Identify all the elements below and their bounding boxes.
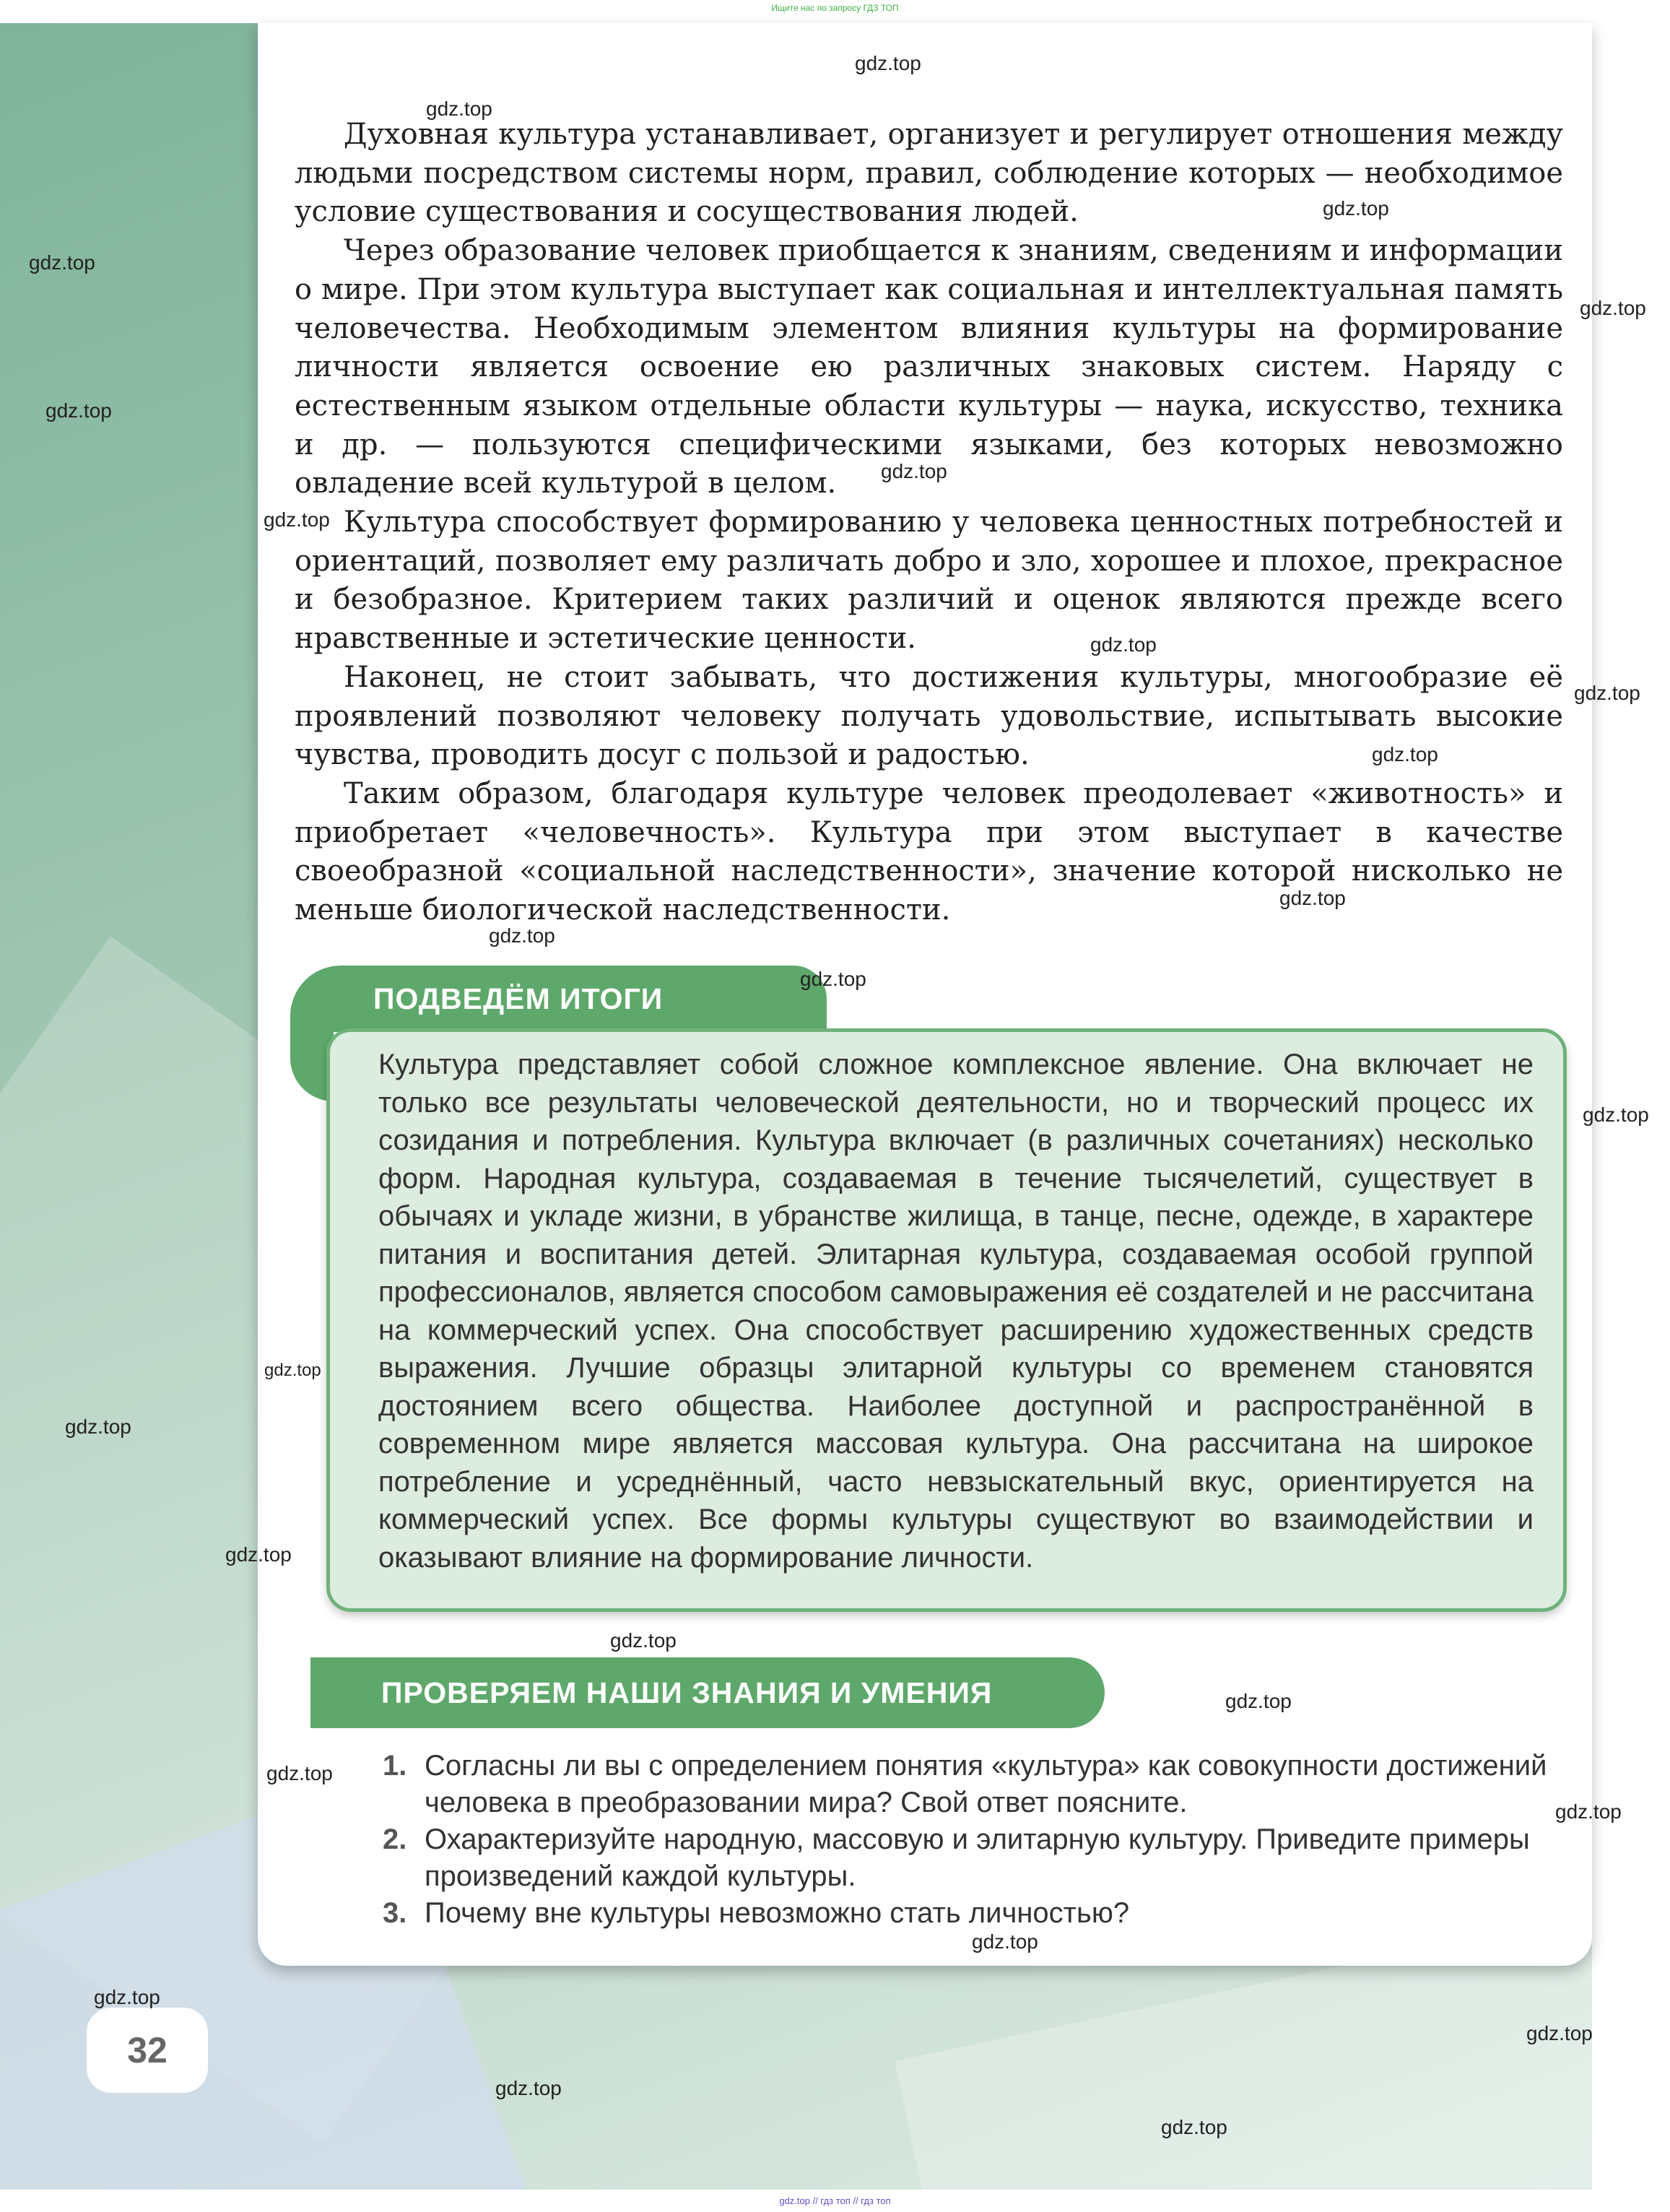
header-note: Ищите нас по запросу ГДЗ ТОП xyxy=(771,3,899,13)
watermark: gdz.top xyxy=(266,1762,333,1784)
question-text: Почему вне культуры невозможно стать личностью? xyxy=(425,1897,1130,1929)
watermark: gdz.top xyxy=(1161,2116,1227,2138)
question-number: 3. xyxy=(383,1897,407,1929)
summary-text: Культура представляет собой сложное комплексное явление. Она включает не только все результаты человеческой деятельности, но и творческий процесс их созидания и потребления. Культура включает (в различных сочетаниях) несколько форм. Народная культура, создаваемая в течение тысячелетий, существует в обычаях и укладе жизни, в убранстве жилища, в танце, песне, одежде, в характере питания и воспитания детей. Элитарная культура, создаваемая особой группой профессионалов, является способом самовыражения её создателей и не рассчитана на коммерческий успех. Она способствует расширению художественных средств выражения. Лучшие образцы элитарной культуры со временем становятся достоянием всего общества. Наиболее доступной и распространённой в современном мире является массовая культура. Она рассчитана на широкое потребление и усреднённый, часто невзыскательный вкус, ориентируется на коммерческий успех. Все формы культуры существуют во взаимодействии и оказывают влияние на формирование личности. xyxy=(378,1049,1534,1574)
watermark: gdz.top xyxy=(610,1629,677,1652)
watermark: gdz.top xyxy=(225,1543,292,1566)
paragraph: Наконец, не стоит забывать, что достижения культуры, многообразие её проявлений позволяют человеку получать удовольствие, испытывать высокие чувства, проводить досуг с пользой и радостью. xyxy=(295,660,1563,772)
watermark: gdz.top xyxy=(1583,1103,1649,1126)
watermark: gdz.top xyxy=(45,399,112,422)
watermark: gdz.top xyxy=(1555,1800,1622,1823)
watermark: gdz.top xyxy=(264,508,330,531)
question-text: Согласны ли вы с определением понятия «культура» как совокупности достижений человека в преобразовании мира? Свой ответ поясните. xyxy=(425,1750,1547,1818)
question-number: 1. xyxy=(383,1750,407,1782)
watermark: gdz.top xyxy=(1090,633,1157,656)
paragraph: Через образование человек приобщается к знаниям, сведениям и информации о мире. При этом культура выступает как социальная и интеллектуальная память человечества. Необходимым элементом влияния культуры на формирование личности является освоение ею различных знаковых систем. Наряду с естественным языком отдельные области культуры — наука, искусство, техника и др. — пользуются специфическими языками, без которых невозможно овладение всей культурой в целом. xyxy=(295,234,1563,500)
watermark: gdz.top xyxy=(65,1415,131,1438)
questions-list xyxy=(383,1748,1567,1932)
watermark: gdz.top xyxy=(1323,197,1389,220)
watermark: gdz.top xyxy=(1279,887,1346,909)
question-item xyxy=(383,1895,1567,1932)
watermark: gdz.top xyxy=(264,1361,321,1380)
paragraph: Культура способствует формированию у человека ценностных потребностей и ориентаций, позволяет ему различать добро и зло, хорошее и плохое, прекрасное и безобразное. Критерием таких различий и оценок являются прежде всего нравственные и эстетические ценности. xyxy=(295,506,1563,656)
watermark: gdz.top xyxy=(1574,682,1640,704)
watermark: gdz.top xyxy=(855,52,921,74)
page-number: 32 xyxy=(87,2008,208,2093)
paragraph: Духовная культура устанавливает, организует и регулирует отношения между людьми посредством системы норм, правил, соблюдение которых — необходимое условие существования и сосуществования людей. xyxy=(295,118,1563,229)
footer-note: gdz.top // гдз топ // гдз топ xyxy=(779,2195,891,2206)
watermark: gdz.top xyxy=(1225,1690,1292,1712)
watermark: gdz.top xyxy=(29,251,95,274)
question-number: 2. xyxy=(383,1823,407,1855)
watermark: gdz.top xyxy=(800,968,866,990)
paragraph: Таким образом, благодаря культуре человек преодолевает «животность» и приобретает «человечность». Культура при этом выступает в качестве своеобразной «социальной наследственности», значение которой нисколько не меньше биологической наследственности. xyxy=(295,776,1563,927)
watermark: gdz.top xyxy=(426,97,492,120)
question-item xyxy=(383,1748,1567,1821)
watermark: gdz.top xyxy=(495,2077,562,2099)
question-text: Охарактеризуйте народную, массовую и элитарную культуру. Приведите примеры произведений каждой культуры. xyxy=(425,1823,1530,1892)
watermark: gdz.top xyxy=(489,924,555,947)
summary-heading: ПОДВЕДЁМ ИТОГИ xyxy=(290,966,827,1032)
main-text xyxy=(295,116,1563,930)
watermark: gdz.top xyxy=(972,1930,1038,1953)
watermark: gdz.top xyxy=(881,460,947,482)
watermark: gdz.top xyxy=(1580,297,1646,319)
question-item xyxy=(383,1821,1567,1895)
watermark: gdz.top xyxy=(94,1986,160,2008)
check-heading: ПРОВЕРЯЕМ НАШИ ЗНАНИЯ И УМЕНИЯ xyxy=(310,1657,1105,1728)
watermark: gdz.top xyxy=(1526,2022,1593,2044)
watermark: gdz.top xyxy=(1372,743,1438,765)
